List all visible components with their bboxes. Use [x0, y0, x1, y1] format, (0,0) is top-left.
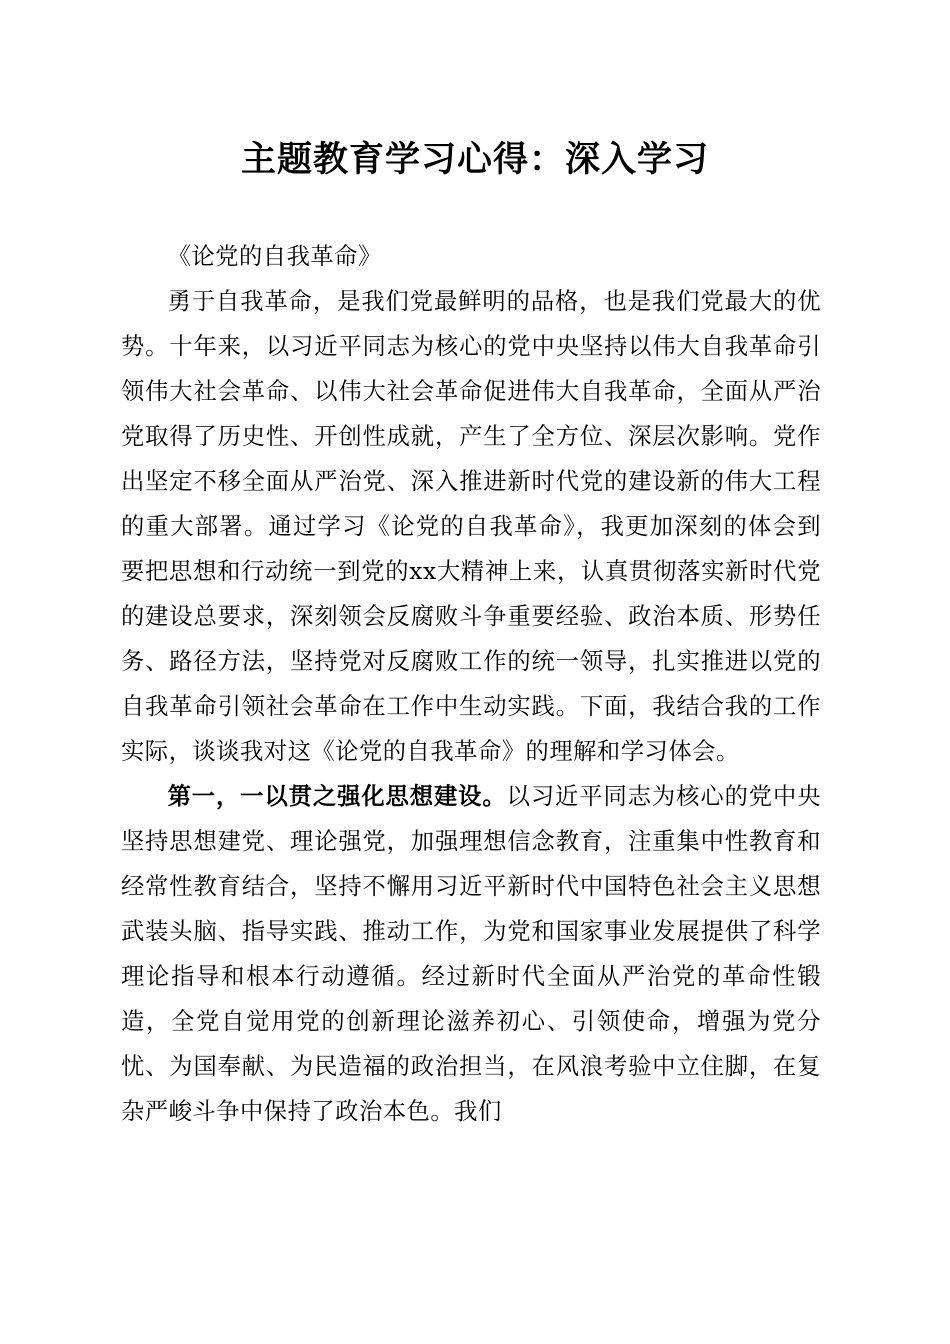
paragraph-2-body: 以习近平同志为核心的党中央坚持思想建党、理论强党，加强理想信念教育，注重集中性教育和经常性教育结合，坚持不懈用习近平新时代中国特色社会主义思想武装头脑、指导实践、推动工作，为党和国家事业发展提供了科学理论指导和根本行动遵循。经过新时代全面从严治党的革命性锻造，全党自觉用党的创新理论滋养初心、引领使命，增强为党分忧、为国奉献、为民造福的政治担当，在风浪考验中立住脚，在复杂严峻斗争中保持了政治本色。我们 — [121, 783, 822, 1125]
paragraph-2-lead: 第一，一以贯之强化思想建设。 — [167, 783, 507, 810]
paragraph-2 — [121, 774, 821, 1134]
document-body — [121, 234, 821, 1134]
subtitle-paragraph: 《论党的自我革命》 — [167, 243, 382, 270]
paragraph-1: 勇于自我革命，是我们党最鲜明的品格，也是我们党最大的优势。十年来，以习近平同志为核心的党中央坚持以伟大自我革命引领伟大社会革命、以伟大社会革命促进伟大自我革命，全面从严治党取得了历史性、开创性成就，产生了全方位、深层次影响。党作出坚定不移全面从严治党、深入推进新时代党的建设新的伟大工程的重大部署。通过学习《论党的自我革命》，我更加深刻的体会到要把思想和行动统一到党的xx大精神上来，认真贯彻落实新时代党的建设总要求，深刻领会反腐败斗争重要经验、政治本质、形势任务、路径方法，坚持党对反腐败工作的统一领导，扎实推进以党的自我革命引领社会革命在工作中生动实践。下面，我结合我的工作实际，谈谈我对这《论党的自我革命》的理解和学习体会。 — [121, 288, 821, 765]
document-title: 主题教育学习心得：深入学习 — [240, 139, 709, 180]
